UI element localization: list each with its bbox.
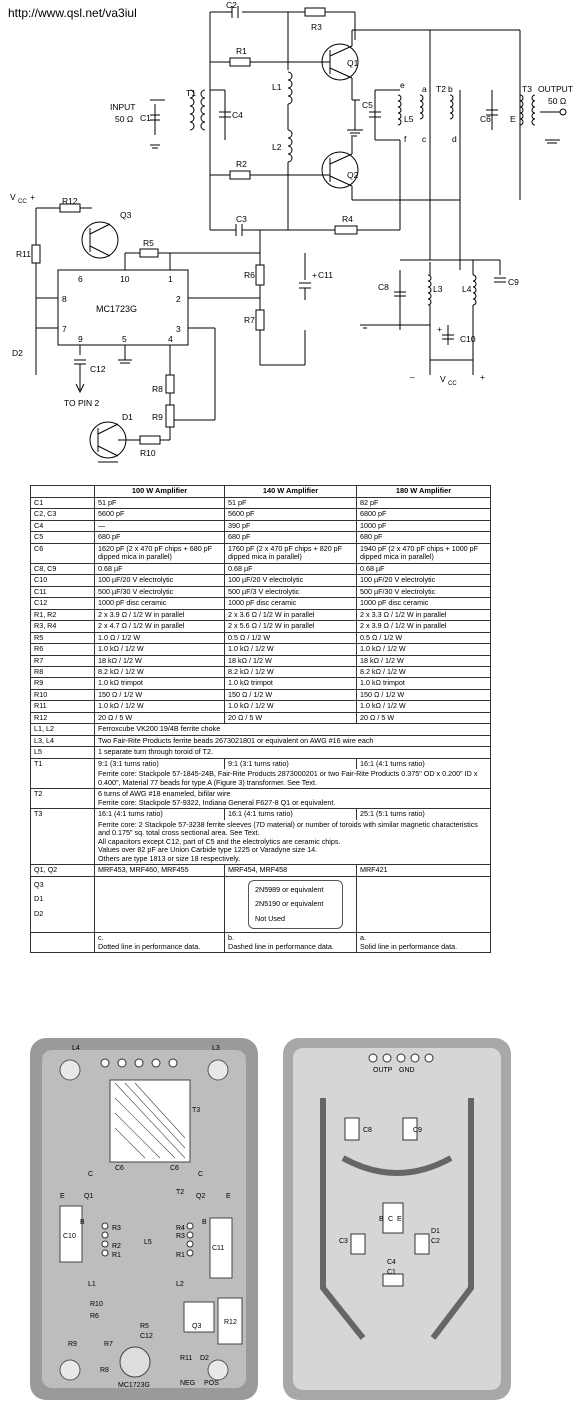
svg-text:R12: R12	[224, 1319, 237, 1326]
table-row	[31, 789, 491, 809]
svg-text:Q1: Q1	[347, 58, 359, 68]
circuit-schematic	[0, 0, 581, 480]
svg-text:L4: L4	[462, 284, 472, 294]
table-cell: 25:1 (5:1 turns ratio)	[357, 809, 491, 820]
table-row	[31, 678, 491, 689]
svg-text:R10: R10	[90, 1301, 103, 1308]
table-cell: C11	[31, 586, 95, 597]
svg-text:C11: C11	[212, 1245, 225, 1252]
svg-text:1: 1	[168, 274, 173, 284]
table-cell: C12	[31, 598, 95, 609]
table-row	[31, 655, 491, 666]
table-cell: 20 Ω / 5 W	[95, 712, 225, 723]
table-row	[31, 575, 491, 586]
source-url: http://www.qsl.net/va3iul	[8, 6, 137, 20]
table-cell: T3	[31, 809, 95, 865]
table-cell: 150 Ω / 1/2 W	[225, 689, 357, 700]
svg-text:2: 2	[176, 294, 181, 304]
table-row	[31, 809, 491, 820]
table-row	[31, 865, 491, 876]
table-cell: R9	[31, 678, 95, 689]
table-cell: 9:1 (3:1 turns ratio)	[95, 758, 225, 769]
table-cell: 16:1 (4:1 turns ratio)	[357, 758, 491, 769]
svg-text:9: 9	[78, 334, 83, 344]
table-row	[31, 586, 491, 597]
svg-text:+: +	[30, 192, 35, 202]
svg-text:T2: T2	[436, 84, 446, 94]
table-row	[31, 520, 491, 531]
svg-text:R6: R6	[90, 1313, 99, 1320]
svg-text:C4: C4	[232, 110, 243, 120]
table-cell: 5600 pF	[95, 509, 225, 520]
table-cell: Two Fair-Rite Products ferrite beads 2673021801 or equivalent on AWG #16 wire each	[95, 735, 491, 746]
table-cell	[31, 876, 95, 932]
svg-text:L1: L1	[88, 1281, 96, 1288]
d2-label: D2	[34, 908, 44, 918]
svg-text:R1: R1	[112, 1252, 121, 1259]
svg-text:L5: L5	[144, 1239, 152, 1246]
table-cell: —	[95, 520, 225, 531]
svg-text:R3: R3	[176, 1233, 185, 1240]
t2-winding: 6 turns of AWG #18 enameled, bifilar wire	[98, 789, 231, 799]
table-cell: 16:1 (4:1 turns ratio)	[225, 809, 357, 820]
table-row	[31, 820, 491, 865]
shared-parts-brace	[248, 880, 343, 929]
table-cell: 2 x 4.7 Ω / 1/2 W in parallel	[95, 621, 225, 632]
table-cell: 1.0 kΩ / 1/2 W	[357, 701, 491, 712]
table-cell: 1.0 kΩ / 1/2 W	[225, 644, 357, 655]
table-cell: 0.68 µF	[95, 563, 225, 574]
svg-text:R9: R9	[68, 1341, 77, 1348]
svg-text:C6: C6	[480, 114, 491, 124]
table-cell: 5600 pF	[225, 509, 357, 520]
table-cell: R1, R2	[31, 609, 95, 620]
table-cell: Ferroxcube VK200 19/4B ferrite choke	[95, 724, 491, 735]
table-row	[31, 876, 491, 932]
table-cell: 500 µF/30 V electrolytic	[95, 586, 225, 597]
svg-text:+: +	[480, 372, 485, 382]
svg-text:D1: D1	[431, 1228, 440, 1235]
table-cell: C5	[31, 532, 95, 543]
svg-text:B: B	[379, 1216, 384, 1223]
table-cell: Q1, Q2	[31, 865, 95, 876]
table-cell: 1 separate turn through toroid of T2.	[95, 747, 491, 758]
table-cell: C8, C9	[31, 563, 95, 574]
table-cell: 51 pF	[225, 497, 357, 508]
footer-note: Dotted line in performance data.	[98, 941, 201, 951]
table-cell: R6	[31, 644, 95, 655]
t3-note: Others are type 1813 or size 18 respectively.	[98, 853, 241, 863]
table-cell	[95, 933, 225, 953]
table-cell: 1.0 kΩ / 1/2 W	[225, 701, 357, 712]
table-cell: Ferrite core: Stackpole 57-1845-24B, Fair-Rite Products 2873000201 or two Fair-Rite Products 0.375" OD x 0.200" ID x 0.400", Material 77 beads for type A (Figure 3) transformer. See Text.	[95, 769, 491, 788]
svg-text:C6: C6	[170, 1165, 179, 1172]
table-cell: 500 µF/30 V electrolytic	[357, 586, 491, 597]
table-row	[31, 701, 491, 712]
svg-text:C6: C6	[115, 1165, 124, 1172]
svg-text:C4: C4	[387, 1259, 396, 1266]
svg-text:B: B	[202, 1219, 207, 1226]
table-cell: C6	[31, 543, 95, 563]
svg-text:E: E	[397, 1216, 402, 1223]
table-cell: R8	[31, 667, 95, 678]
table-cell: R3, R4	[31, 621, 95, 632]
svg-text:Q1: Q1	[84, 1193, 94, 1200]
table-cell: 1.0 Ω / 1/2 W	[95, 632, 225, 643]
table-row	[31, 543, 491, 563]
svg-text:R5: R5	[143, 238, 154, 248]
pcb-label-l4: L4	[72, 1045, 80, 1052]
svg-text:CC: CC	[18, 199, 27, 205]
svg-text:R2: R2	[112, 1243, 121, 1250]
table-cell: 51 pF	[95, 497, 225, 508]
table-cell: MRF454, MRF458	[225, 865, 357, 876]
footer-note: Solid line in performance data.	[360, 941, 458, 951]
table-header-row	[31, 486, 491, 498]
svg-text:E: E	[226, 1193, 231, 1200]
svg-text:–: –	[410, 372, 415, 382]
table-cell: 0.68 µF	[225, 563, 357, 574]
svg-text:R5: R5	[140, 1323, 149, 1330]
table-cell: 1.0 kΩ trimpot	[225, 678, 357, 689]
table-cell: C10	[31, 575, 95, 586]
svg-text:OUTP: OUTP	[373, 1067, 393, 1074]
table-cell: 1000 pF disc ceramic	[357, 598, 491, 609]
table-cell: 390 pF	[225, 520, 357, 531]
svg-text:c: c	[422, 134, 427, 144]
table-row	[31, 758, 491, 769]
svg-text:R12: R12	[62, 196, 78, 206]
svg-text:C10: C10	[63, 1233, 76, 1240]
table-cell: 82 pF	[357, 497, 491, 508]
table-cell: 8.2 kΩ / 1/2 W	[95, 667, 225, 678]
table-cell	[95, 789, 491, 809]
svg-text:L3: L3	[433, 284, 443, 294]
table-cell: 1.0 kΩ / 1/2 W	[357, 644, 491, 655]
table-row	[31, 747, 491, 758]
table-cell: 100 µF/20 V electrolytic	[225, 575, 357, 586]
table-header	[31, 486, 95, 498]
svg-text:f: f	[404, 134, 407, 144]
svg-text:T2: T2	[176, 1189, 185, 1196]
table-cell: 100 µF/20 V electrolytic	[95, 575, 225, 586]
table-row	[31, 712, 491, 723]
table-cell: 150 Ω / 1/2 W	[357, 689, 491, 700]
svg-text:R7: R7	[244, 315, 255, 325]
svg-text:R4: R4	[342, 214, 353, 224]
table-cell: 1.0 kΩ / 1/2 W	[95, 701, 225, 712]
svg-text:C: C	[388, 1216, 394, 1223]
svg-text:C8: C8	[363, 1127, 372, 1134]
table-cell: 1.0 kΩ trimpot	[95, 678, 225, 689]
table-cell: 1000 pF disc ceramic	[95, 598, 225, 609]
d1-label: D1	[34, 894, 44, 904]
q3-label: Q3	[34, 879, 44, 889]
svg-text:L1: L1	[272, 82, 282, 92]
svg-text:C9: C9	[508, 277, 519, 287]
table-cell	[357, 876, 491, 932]
table-cell: C4	[31, 520, 95, 531]
svg-text:R9: R9	[152, 412, 163, 422]
svg-text:C3: C3	[339, 1238, 348, 1245]
svg-text:POS: POS	[204, 1380, 219, 1387]
svg-text:C12: C12	[90, 364, 106, 374]
table-cell: L1, L2	[31, 724, 95, 735]
svg-text:R7: R7	[104, 1341, 113, 1348]
svg-text:CC: CC	[448, 381, 457, 387]
table-cell: 20 Ω / 5 W	[225, 712, 357, 723]
table-cell: 500 µF/3 V electrolytic	[225, 586, 357, 597]
svg-text:R3: R3	[112, 1225, 121, 1232]
svg-text:R8: R8	[152, 384, 163, 394]
table-cell: 1940 pF (2 x 470 pF chips + 1000 pF dipped mica in parallel)	[357, 543, 491, 563]
svg-text:R10: R10	[140, 448, 156, 458]
table-cell	[95, 820, 491, 865]
table-cell: 20 Ω / 5 W	[357, 712, 491, 723]
svg-text:D2: D2	[12, 348, 23, 358]
table-cell: C2, C3	[31, 509, 95, 520]
svg-text:C11: C11	[318, 270, 333, 280]
svg-text:C2: C2	[226, 0, 237, 10]
svg-text:MC1723G: MC1723G	[118, 1382, 150, 1389]
table-header: 140 W Amplifier	[225, 486, 357, 498]
brace-q3: 2N5989 or equivalent	[255, 884, 324, 894]
table-cell	[357, 933, 491, 953]
table-cell	[225, 933, 357, 953]
svg-text:R8: R8	[100, 1367, 109, 1374]
svg-text:C1: C1	[140, 113, 151, 123]
table-cell: MRF421	[357, 865, 491, 876]
table-cell: R5	[31, 632, 95, 643]
svg-text:4: 4	[168, 334, 173, 344]
table-header: 180 W Amplifier	[357, 486, 491, 498]
pcb-solder-side	[283, 1038, 511, 1400]
svg-text:+: +	[312, 270, 317, 280]
table-cell: T1	[31, 758, 95, 788]
svg-text:d: d	[452, 134, 457, 144]
svg-text:Q3: Q3	[192, 1323, 202, 1330]
table-row	[31, 509, 491, 520]
svg-text:+: +	[437, 324, 442, 334]
table-cell: 1.0 kΩ trimpot	[357, 678, 491, 689]
svg-text:L5: L5	[404, 114, 414, 124]
table-row	[31, 632, 491, 643]
table-cell: 6800 pF	[357, 509, 491, 520]
table-cell: 1760 pF (2 x 470 pF chips + 820 pF dipped mica in parallel)	[225, 543, 357, 563]
table-row	[31, 598, 491, 609]
table-cell: R11	[31, 701, 95, 712]
table-cell: 0.5 Ω / 1/2 W	[225, 632, 357, 643]
svg-text:GND: GND	[399, 1067, 415, 1074]
table-row	[31, 563, 491, 574]
svg-text:E: E	[60, 1193, 65, 1200]
table-cell: 1620 pF (2 x 470 pF chips + 680 pF dipped mica in parallel)	[95, 543, 225, 563]
table-cell: T2	[31, 789, 95, 809]
svg-text:L2: L2	[176, 1281, 184, 1288]
svg-text:C1: C1	[387, 1269, 396, 1276]
footer-letter: b.	[228, 933, 234, 943]
table-row	[31, 724, 491, 735]
table-cell: R10	[31, 689, 95, 700]
table-row	[31, 735, 491, 746]
svg-text:T1: T1	[186, 88, 196, 98]
svg-text:INPUT: INPUT	[110, 102, 136, 112]
table-row	[31, 689, 491, 700]
table-row	[31, 532, 491, 543]
svg-text:E: E	[510, 114, 516, 124]
table-row	[31, 609, 491, 620]
svg-text:C10: C10	[460, 334, 476, 344]
table-cell	[225, 876, 357, 932]
table-row	[31, 769, 491, 788]
svg-text:Q2: Q2	[347, 170, 359, 180]
parts-table	[30, 485, 491, 953]
svg-text:Q3: Q3	[120, 210, 132, 220]
svg-text:L2: L2	[272, 142, 282, 152]
table-cell: 2 x 3.9 Ω / 1/2 W in parallel	[95, 609, 225, 620]
table-row	[31, 497, 491, 508]
table-row	[31, 667, 491, 678]
svg-text:T3: T3	[522, 84, 532, 94]
svg-text:D2: D2	[200, 1355, 209, 1362]
table-cell: 18 kΩ / 1/2 W	[225, 655, 357, 666]
table-cell: 0.5 Ω / 1/2 W	[357, 632, 491, 643]
svg-text:R4: R4	[176, 1225, 185, 1232]
svg-text:e: e	[400, 80, 405, 90]
table-cell: 18 kΩ / 1/2 W	[95, 655, 225, 666]
table-row	[31, 621, 491, 632]
t3-note: Values over 82 pF are Union Carbide type 1225 or Varadyne size 14.	[98, 845, 318, 855]
svg-text:10: 10	[120, 274, 130, 284]
footer-letter: a.	[360, 933, 366, 943]
table-cell: 1000 pF	[357, 520, 491, 531]
svg-text:R11: R11	[16, 249, 31, 259]
svg-text:B: B	[80, 1219, 85, 1226]
svg-text:b: b	[448, 84, 453, 94]
footer-letter: c.	[98, 933, 104, 943]
svg-text:T3: T3	[192, 1107, 201, 1114]
table-cell: 150 Ω / 1/2 W	[95, 689, 225, 700]
table-cell: 16:1 (4:1 turns ratio)	[95, 809, 225, 820]
svg-text:a: a	[422, 84, 427, 94]
table-footer-row	[31, 933, 491, 953]
table-header: 100 W Amplifier	[95, 486, 225, 498]
svg-text:R1: R1	[176, 1252, 185, 1259]
table-cell: 1000 pF disc ceramic	[225, 598, 357, 609]
brace-d1: 2N5190 or equivalent	[255, 899, 324, 909]
table-cell: 9:1 (3:1 turns ratio)	[225, 758, 357, 769]
svg-text:C9: C9	[413, 1127, 422, 1134]
svg-text:OUTPUT: OUTPUT	[538, 84, 573, 94]
t3-note: All capacitors except C12, part of C5 and the electrolytics are ceramic chips.	[98, 836, 341, 846]
svg-text:C3: C3	[236, 214, 247, 224]
svg-text:50 Ω: 50 Ω	[548, 96, 567, 106]
svg-text:R6: R6	[244, 270, 255, 280]
table-cell: 8.2 kΩ / 1/2 W	[357, 667, 491, 678]
svg-text:50 Ω: 50 Ω	[115, 114, 134, 124]
svg-text:C12: C12	[140, 1333, 153, 1340]
table-cell: 0.68 µF	[357, 563, 491, 574]
svg-text:R2: R2	[236, 159, 247, 169]
table-cell: 1.0 kΩ / 1/2 W	[95, 644, 225, 655]
table-cell: 2 x 5.6 Ω / 1/2 W in parallel	[225, 621, 357, 632]
table-cell: R12	[31, 712, 95, 723]
brace-d2: Not Used	[255, 913, 285, 923]
svg-text:R1: R1	[236, 46, 247, 56]
svg-text:C: C	[88, 1171, 94, 1178]
table-cell: 680 pF	[357, 532, 491, 543]
svg-text:C2: C2	[431, 1238, 440, 1245]
svg-text:8: 8	[62, 294, 67, 304]
table-cell: 2 x 3.9 Ω / 1/2 W in parallel	[357, 621, 491, 632]
svg-text:R11: R11	[180, 1355, 193, 1362]
svg-text:C8: C8	[378, 282, 389, 292]
table-cell: L5	[31, 747, 95, 758]
table-cell: MRF453, MRF460, MRF455	[95, 865, 225, 876]
footer-note: Dashed line in performance data.	[228, 941, 334, 951]
svg-text:V: V	[10, 192, 16, 202]
t2-core: Ferrite core: Stackpole 57-9322, Indiana General F627-8 Q1 or equivalent.	[98, 797, 336, 807]
svg-text:TO PIN 2: TO PIN 2	[64, 398, 100, 408]
svg-text:D1: D1	[122, 412, 133, 422]
table-row	[31, 644, 491, 655]
svg-text:NEG: NEG	[180, 1380, 196, 1387]
svg-text:V: V	[440, 374, 446, 384]
svg-text:Q2: Q2	[196, 1193, 206, 1200]
table-cell: 18 kΩ / 1/2 W	[357, 655, 491, 666]
svg-text:C: C	[198, 1171, 204, 1178]
table-cell: 100 µF/20 V electrolytic	[357, 575, 491, 586]
svg-text:3: 3	[176, 324, 181, 334]
table-cell: 680 pF	[225, 532, 357, 543]
table-cell: R7	[31, 655, 95, 666]
table-cell	[95, 876, 225, 932]
table-cell: 680 pF	[95, 532, 225, 543]
table-cell: 2 x 3.3 Ω / 1/2 W in parallel	[357, 609, 491, 620]
svg-text:MC1723G: MC1723G	[96, 304, 138, 314]
pcb-component-layout	[30, 1038, 258, 1400]
svg-text:R3: R3	[311, 22, 322, 32]
svg-text:7: 7	[62, 324, 67, 334]
table-cell: C1	[31, 497, 95, 508]
svg-text:6: 6	[78, 274, 83, 284]
svg-text:5: 5	[122, 334, 127, 344]
table-cell: 8.2 kΩ / 1/2 W	[225, 667, 357, 678]
t3-note: Ferrite core: 2 Stackpole 57-3238 ferrite sleeves (7D material) or number of toroids with similar magnetic characteristics and 0.175" sq. total cross sectional area. See Text.	[98, 819, 478, 838]
table-cell	[31, 933, 95, 953]
table-cell: L3, L4	[31, 735, 95, 746]
svg-text:C5: C5	[362, 100, 373, 110]
table-cell: 2 x 3.6 Ω / 1/2 W in parallel	[225, 609, 357, 620]
pcb-label-l3: L3	[212, 1045, 220, 1052]
